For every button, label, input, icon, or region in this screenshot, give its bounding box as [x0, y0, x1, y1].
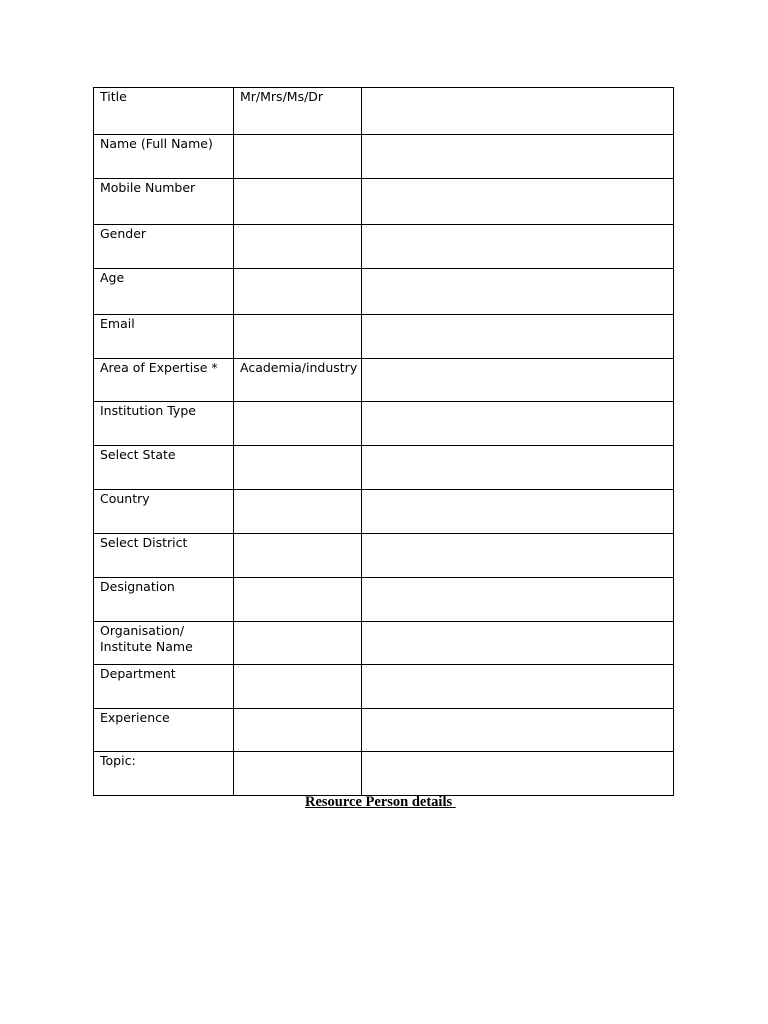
field-extra-cell[interactable]: [362, 709, 674, 752]
field-value-cell[interactable]: [234, 622, 362, 665]
form-row: [94, 402, 674, 446]
field-label: Topic:: [94, 752, 234, 796]
field-extra-cell[interactable]: [362, 534, 674, 578]
form-row: [94, 622, 674, 665]
form-row: [94, 446, 674, 490]
resource-person-form-table: [93, 87, 674, 796]
field-value-cell[interactable]: [234, 446, 362, 490]
form-row: [94, 359, 674, 402]
form-row: [94, 490, 674, 534]
field-extra-cell[interactable]: [362, 135, 674, 179]
field-value-cell[interactable]: [234, 225, 362, 269]
field-value-cell[interactable]: [234, 402, 362, 446]
field-label: Area of Expertise *: [94, 359, 234, 402]
field-value-cell[interactable]: [234, 578, 362, 622]
form-row: [94, 709, 674, 752]
field-extra-cell[interactable]: [362, 578, 674, 622]
form-row: [94, 578, 674, 622]
field-value-cell[interactable]: [234, 315, 362, 359]
field-extra-cell[interactable]: [362, 359, 674, 402]
field-label: Title: [94, 88, 234, 135]
form-row: [94, 225, 674, 269]
field-value-cell[interactable]: [234, 534, 362, 578]
field-value-cell[interactable]: [234, 665, 362, 709]
form-caption: Resource Person details: [305, 794, 456, 810]
form-row: [94, 269, 674, 315]
field-label: Select District: [94, 534, 234, 578]
field-value-cell[interactable]: [234, 490, 362, 534]
field-extra-cell[interactable]: [362, 752, 674, 796]
form-row: [94, 752, 674, 796]
form-row: [94, 665, 674, 709]
field-extra-cell[interactable]: [362, 402, 674, 446]
field-extra-cell[interactable]: [362, 622, 674, 665]
field-extra-cell[interactable]: [362, 179, 674, 225]
field-label: Name (Full Name): [94, 135, 234, 179]
field-value-cell[interactable]: Mr/Mrs/Ms/Dr: [234, 88, 362, 135]
field-label: Gender: [94, 225, 234, 269]
field-extra-cell[interactable]: [362, 88, 674, 135]
form-row: [94, 135, 674, 179]
field-extra-cell[interactable]: [362, 269, 674, 315]
field-label: Age: [94, 269, 234, 315]
field-extra-cell[interactable]: [362, 225, 674, 269]
field-extra-cell[interactable]: [362, 446, 674, 490]
form-row: [94, 88, 674, 135]
field-label: Select State: [94, 446, 234, 490]
form-table-body: [94, 88, 674, 796]
field-value-cell[interactable]: [234, 752, 362, 796]
field-label: Country: [94, 490, 234, 534]
field-value-cell[interactable]: [234, 135, 362, 179]
field-extra-cell[interactable]: [362, 490, 674, 534]
form-row: [94, 315, 674, 359]
field-value-cell[interactable]: [234, 709, 362, 752]
field-value-cell[interactable]: Academia/industry: [234, 359, 362, 402]
field-extra-cell[interactable]: [362, 315, 674, 359]
field-label: Mobile Number: [94, 179, 234, 225]
field-value-cell[interactable]: [234, 179, 362, 225]
field-label: Designation: [94, 578, 234, 622]
form-row: [94, 179, 674, 225]
field-extra-cell[interactable]: [362, 665, 674, 709]
field-label: Institution Type: [94, 402, 234, 446]
field-value-cell[interactable]: [234, 269, 362, 315]
field-label: Organisation/ Institute Name: [94, 622, 234, 665]
field-label: Experience: [94, 709, 234, 752]
form-row: [94, 534, 674, 578]
field-label: Email: [94, 315, 234, 359]
field-label: Department: [94, 665, 234, 709]
